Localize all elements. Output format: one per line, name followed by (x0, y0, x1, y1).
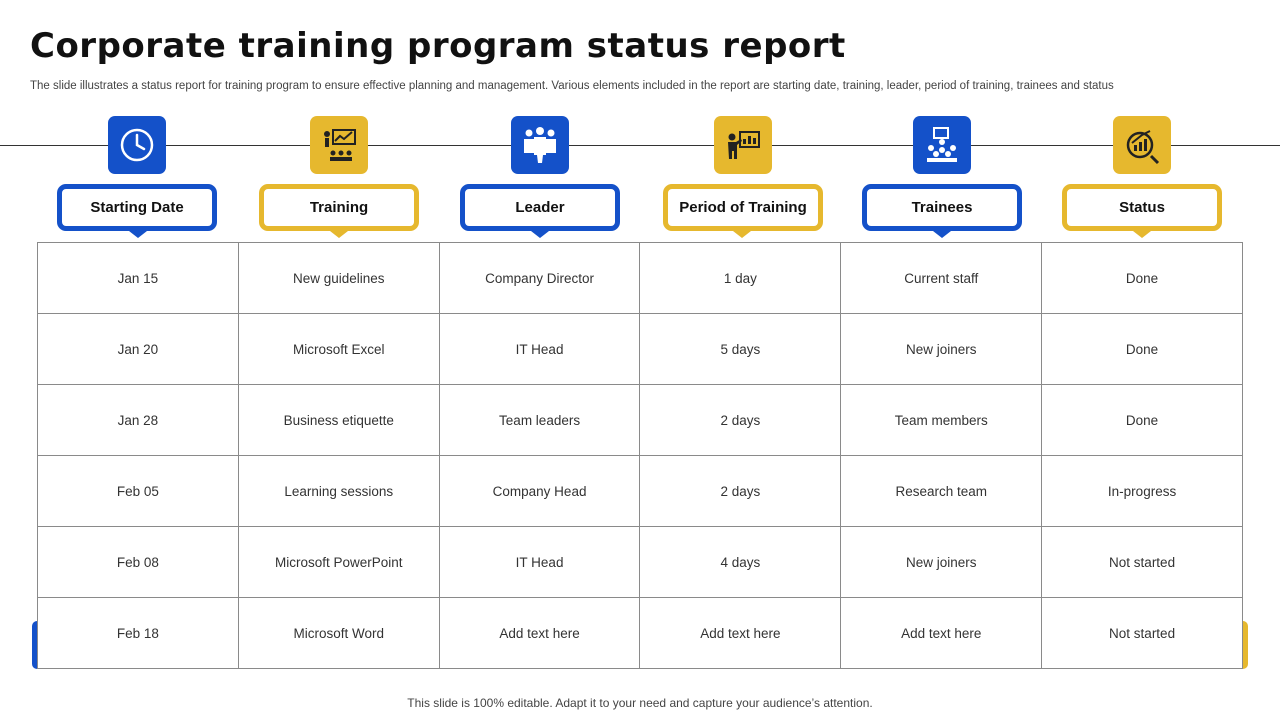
table-row (38, 527, 1243, 598)
table-cell: Microsoft Excel (238, 314, 439, 385)
table-cell: Microsoft PowerPoint (238, 527, 439, 598)
table-cell: Research team (841, 456, 1042, 527)
table-cell: Feb 05 (38, 456, 239, 527)
column-header-leader: Leader (460, 184, 620, 231)
table-cell: New joiners (841, 314, 1042, 385)
table-cell: Done (1042, 314, 1243, 385)
column-header-status: Status (1062, 184, 1222, 231)
column-header-period-of-training: Period of Training (663, 184, 823, 231)
table-cell: Current staff (841, 243, 1042, 314)
table-cell: Microsoft Word (238, 598, 439, 669)
clock-icon (108, 116, 166, 174)
column-header-starting-date: Starting Date (57, 184, 217, 231)
table-cell: Learning sessions (238, 456, 439, 527)
table-cell: 1 day (640, 243, 841, 314)
header-pointer (129, 231, 147, 238)
header-pointer (531, 231, 549, 238)
team-leader-icon (511, 116, 569, 174)
table-cell: Add text here (640, 598, 841, 669)
table-cell: Not started (1042, 598, 1243, 669)
header-pointer (330, 231, 348, 238)
growth-chart-icon (1113, 116, 1171, 174)
status-table (37, 242, 1243, 669)
column-header-trainees: Trainees (862, 184, 1022, 231)
header-divider-line (0, 145, 1280, 146)
table-row (38, 314, 1243, 385)
table-cell: Business etiquette (238, 385, 439, 456)
table-cell: Done (1042, 243, 1243, 314)
header-pointer (933, 231, 951, 238)
page-title: Corporate training program status report (30, 26, 846, 66)
page-subtitle: The slide illustrates a status report for training program to ensure effective planning and management. Various elements included in the report are starting date, training, leader, period of training, trainees and status (30, 80, 1114, 92)
table-cell: 2 days (640, 385, 841, 456)
table-cell: 2 days (640, 456, 841, 527)
presenter-chart-icon (714, 116, 772, 174)
table-cell: Team members (841, 385, 1042, 456)
header-pointer (733, 231, 751, 238)
table-cell: Feb 18 (38, 598, 239, 669)
table-cell: Company Head (439, 456, 640, 527)
table-cell: Jan 15 (38, 243, 239, 314)
table-cell: Add text here (841, 598, 1042, 669)
table-cell: Team leaders (439, 385, 640, 456)
table-cell: Jan 28 (38, 385, 239, 456)
presentation-board-icon (310, 116, 368, 174)
table-cell: IT Head (439, 527, 640, 598)
header-pointer (1133, 231, 1151, 238)
table-cell: 4 days (640, 527, 841, 598)
table-row (38, 598, 1243, 669)
table-row (38, 456, 1243, 527)
table-cell: Jan 20 (38, 314, 239, 385)
table-cell: IT Head (439, 314, 640, 385)
table-cell: Feb 08 (38, 527, 239, 598)
table-cell: Done (1042, 385, 1243, 456)
table-cell: Add text here (439, 598, 640, 669)
table-cell: Company Director (439, 243, 640, 314)
table-cell: 5 days (640, 314, 841, 385)
table-cell: In-progress (1042, 456, 1243, 527)
column-header-training: Training (259, 184, 419, 231)
table-cell: Not started (1042, 527, 1243, 598)
footer-note: This slide is 100% editable. Adapt it to your need and capture your audience’s attention. (407, 696, 873, 710)
table-cell: New guidelines (238, 243, 439, 314)
audience-icon (913, 116, 971, 174)
table-cell: New joiners (841, 527, 1042, 598)
table-row (38, 385, 1243, 456)
table-row (38, 243, 1243, 314)
